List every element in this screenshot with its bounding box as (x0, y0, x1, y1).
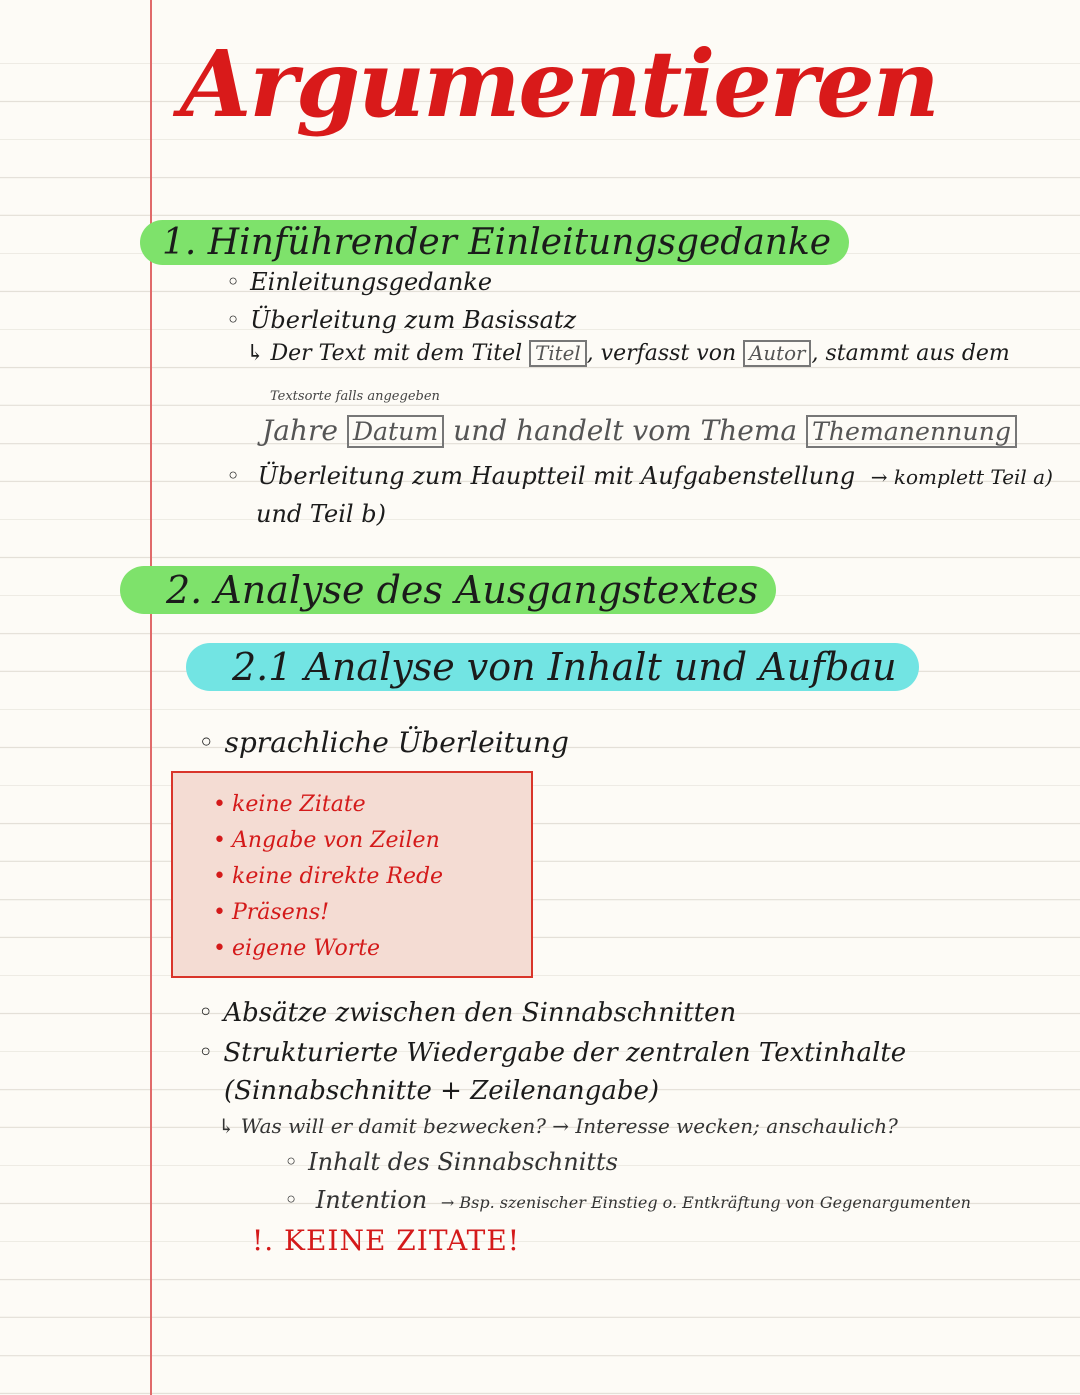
rule-item: • keine direkte Rede (213, 859, 531, 895)
placeholder-datum: Datum (347, 415, 444, 448)
section-1-heading: 1. Hinführender Einleitungsgedanke (140, 220, 849, 265)
arrow-icon (246, 341, 270, 366)
section-2-1-heading: 2.1 Analyse von Inhalt und Aufbau (186, 643, 919, 691)
sub-bullet-intention: ◦ Intention → Bsp. szenischer Einstieg o. Entkräftung von Gegenargumenten (284, 1186, 971, 1214)
page-title: Argumentieren (180, 30, 938, 138)
rule-item: • keine Zitate (213, 787, 531, 823)
rule-item: • Angabe von Zeilen (213, 823, 531, 859)
rule-item: • Präsens! (213, 895, 531, 931)
sub-bullet-inhalt: ◦ Inhalt des Sinnabschnitts (284, 1148, 618, 1176)
arrow-icon (218, 1114, 241, 1138)
section-2-heading: 2. Analyse des Ausgangstextes (120, 566, 776, 614)
question-line: ↳ Was will er damit bezwecken? → Interesse wecken; anschaulich? (218, 1114, 898, 1138)
bullet-absaetze: ◦ Absätze zwischen den Sinnabschnitten (198, 998, 736, 1028)
placeholder-titel: Titel (529, 340, 587, 367)
bullet-ueberleitung-basissatz: ◦ Überleitung zum Basissatz (226, 306, 576, 334)
bullet-ueberleitung-hauptteil: ◦ Überleitung zum Hauptteil mit Aufgabenstellung → komplett Teil a) (226, 462, 1053, 490)
bullet-sprachliche-ueberleitung: ◦ sprachliche Überleitung (198, 726, 569, 759)
bullet-strukturierte-wiedergabe: ◦ Strukturierte Wiedergabe der zentralen Textinhalte (198, 1038, 906, 1068)
margin-line (150, 0, 152, 1395)
basissatz-template-line-2: Jahre Datum und handelt vom Thema Themanennung (262, 414, 1017, 447)
warning-no-quotes: !. KEINE ZITATE! (252, 1224, 521, 1257)
bullet-ueberleitung-hauptteil-cont: und Teil b) (256, 500, 386, 528)
basissatz-template-line-1: ↳ Der Text mit dem Titel Titel , verfasst von Autor , stammt aus dem (246, 341, 1010, 366)
rule-item: • eigene Worte (213, 931, 531, 967)
placeholder-autor: Autor (743, 340, 811, 367)
note-textsorte: Textsorte falls angegeben (270, 389, 440, 404)
bullet-strukturierte-wiedergabe-cont: (Sinnabschnitte + Zeilenangabe) (224, 1076, 659, 1106)
rules-note-box (171, 771, 533, 978)
bullet-einleitungsgedanke: ◦ Einleitungsgedanke (226, 268, 492, 296)
placeholder-themanennung: Themanennung (806, 415, 1017, 448)
